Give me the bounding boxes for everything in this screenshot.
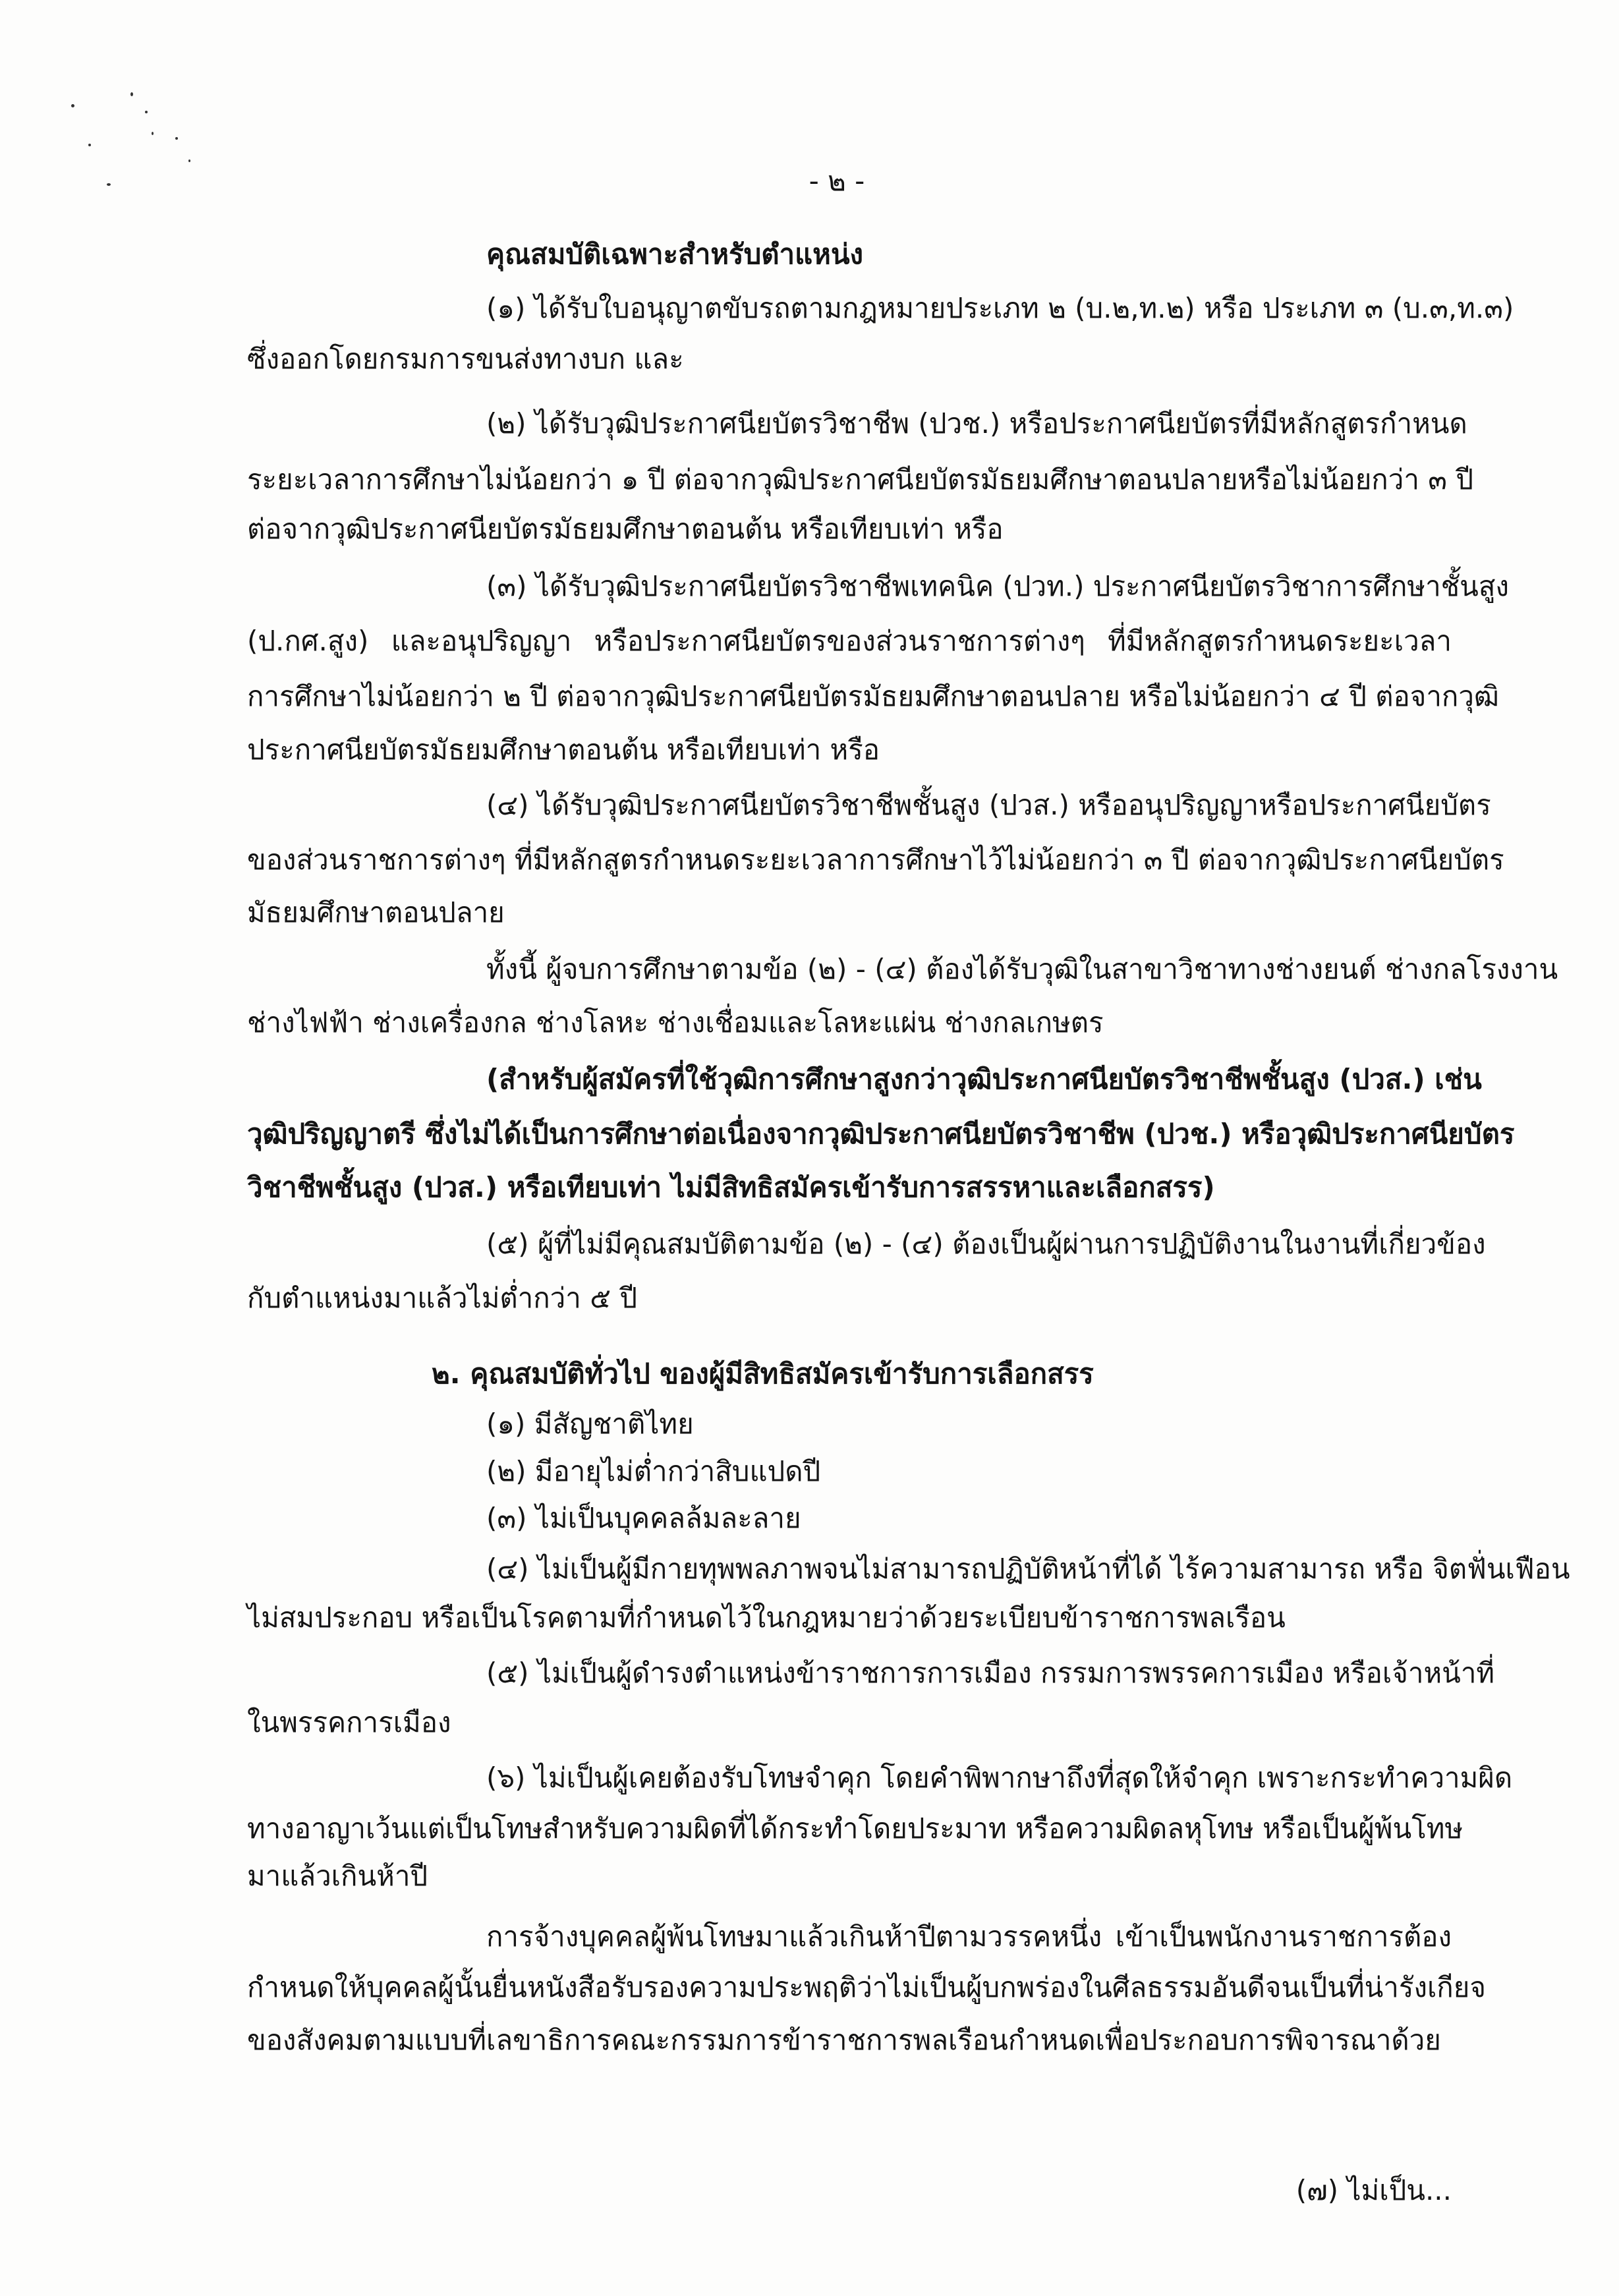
general-item6-line2: ทางอาญาเว้นแต่เป็นโทษสำหรับความผิดที่ได้กระทำโดยประมาท หรือความผิดลหุโทษ หรือเป็นผู้พ้นโทษ [247, 1812, 1463, 1845]
specific-item4-line2: ของส่วนราชการต่างๆ ที่มีหลักสูตรกำหนดระยะเวลาการศึกษาไว้ไม่น้อยกว่า ๓ ปี ต่อจากวุฒิประกาศนียบัตร [247, 844, 1504, 876]
general-item6-line3: มาแล้วเกินห้าปี [247, 1860, 428, 1892]
general-para-line1: การจ้างบุคคลผู้พ้นโทษมาแล้วเกินห้าปีตามวรรคหนึ่ง เข้าเป็นพนักงานราชการต้อง [486, 1920, 1452, 1953]
specific-bold-line1: (สำหรับผู้สมัครที่ใช้วุฒิการศึกษาสูงกว่าวุฒิประกาศนียบัตรวิชาชีพชั้นสูง (ปวส.) เช่น [486, 1063, 1482, 1095]
general-item5-line2: ในพรรคการเมือง [247, 1706, 451, 1738]
specific-item4-line1: (๔) ได้รับวุฒิประกาศนียบัตรวิชาชีพชั้นสูง (ปวส.) หรืออนุปริญญาหรือประกาศนียบัตร [486, 789, 1491, 821]
specific-item3-line2: (ป.กศ.สูง) และอนุปริญญา หรือประกาศนียบัตรของส่วนราชการต่างๆ ที่มีหลักสูตรกำหนดระยะเวลา [247, 625, 1452, 657]
specific-item5-line1: (๕) ผู้ที่ไม่มีคุณสมบัติตามข้อ (๒) - (๔) ต้องเป็นผู้ผ่านการปฏิบัติงานในงานที่เกี่ยวข้อง [486, 1228, 1486, 1260]
general-para-line2: กำหนดให้บุคคลผู้นั้นยื่นหนังสือรับรองความประพฤติว่าไม่เป็นผู้บกพร่องในศีลธรรมอันดีจนเป็นที่น่ารังเกียจ [247, 1971, 1486, 2003]
specific-note-line2: ช่างไฟฟ้า ช่างเครื่องกล ช่างโลหะ ช่างเชื่อมและโลหะแผ่น ช่างกลเกษตร [247, 1006, 1104, 1039]
specific-bold-line2: วุฒิปริญญาตรี ซึ่งไม่ได้เป็นการศึกษาต่อเนื่องจากวุฒิประกาศนียบัตรวิชาชีพ (ปวช.) หรือวุฒิประกาศนียบัตร [247, 1118, 1515, 1150]
specific-item5-line2: กับตำแหน่งมาแล้วไม่ต่ำกว่า ๕ ปี [247, 1282, 637, 1314]
specific-note-line1: ทั้งนี้ ผู้จบการศึกษาตามข้อ (๒) - (๔) ต้องได้รับวุฒิในสาขาวิชาทางช่างยนต์ ช่างกลโรงงาน [486, 953, 1558, 985]
specific-qualifications-heading: คุณสมบัติเฉพาะสำหรับตำแหน่ง [486, 238, 864, 270]
specific-item2-line1: (๒) ได้รับวุฒิประกาศนียบัตรวิชาชีพ (ปวช.) หรือประกาศนียบัตรที่มีหลักสูตรกำหนด [486, 407, 1467, 440]
continuation-marker: (๗) ไม่เป็น... [1295, 2174, 1452, 2206]
scan-specks [59, 79, 231, 211]
specific-item4-line3: มัธยมศึกษาตอนปลาย [247, 896, 505, 929]
specific-item2-line2: ระยะเวลาการศึกษาไม่น้อยกว่า ๑ ปี ต่อจากวุฒิประกาศนียบัตรมัธยมศึกษาตอนปลายหรือไม่น้อยกว่า ๓ ปี [247, 463, 1473, 496]
specific-item2-line3: ต่อจากวุฒิประกาศนียบัตรมัธยมศึกษาตอนต้น หรือเทียบเท่า หรือ [247, 513, 1004, 545]
general-item5-line1: (๕) ไม่เป็นผู้ดำรงตำแหน่งข้าราชการการเมือง กรรมการพรรคการเมือง หรือเจ้าหน้าที่ [486, 1657, 1495, 1689]
specific-bold-line3: วิชาชีพชั้นสูง (ปวส.) หรือเทียบเท่า ไม่มีสิทธิสมัครเข้ารับการสรรหาและเลือกสรร) [247, 1171, 1215, 1203]
page-number: - ๒ - [809, 165, 865, 197]
general-item1: (๑) มีสัญชาติไทย [486, 1408, 694, 1440]
general-item4-line2: ไม่สมประกอบ หรือเป็นโรคตามที่กำหนดไว้ในกฎหมายว่าด้วยระเบียบข้าราชการพลเรือน [247, 1601, 1286, 1634]
specific-item1-line2: ซึ่งออกโดยกรมการขนส่งทางบก และ [247, 343, 684, 375]
general-qualifications-heading: ๒. คุณสมบัติทั่วไป ของผู้มีสิทธิสมัครเข้ารับการเลือกสรร [432, 1358, 1094, 1390]
general-item4-line1: (๔) ไม่เป็นผู้มีกายทุพพลภาพจนไม่สามารถปฏิบัติหน้าที่ได้ ไร้ความสามารถ หรือ จิตฟั่นเฟือน [486, 1553, 1570, 1585]
specific-item3-line1: (๓) ได้รับวุฒิประกาศนียบัตรวิชาชีพเทคนิค (ปวท.) ประกาศนียบัตรวิชาการศึกษาชั้นสูง [486, 570, 1510, 602]
general-item6-line1: (๖) ไม่เป็นผู้เคยต้องรับโทษจำคุก โดยคำพิพากษาถึงที่สุดให้จำคุก เพราะกระทำความผิด [486, 1762, 1513, 1794]
general-para-line3: ของสังคมตามแบบที่เลขาธิการคณะกรรมการข้าราชการพลเรือนกำหนดเพื่อประกอบการพิจารณาด้วย [247, 2024, 1441, 2056]
general-item2: (๒) มีอายุไม่ต่ำกว่าสิบแปดปี [486, 1455, 821, 1487]
specific-item3-line3: การศึกษาไม่น้อยกว่า ๒ ปี ต่อจากวุฒิประกาศนียบัตรมัธยมศึกษาตอนปลาย หรือไม่น้อยกว่า ๔ ปี ต่อจากวุฒิ [247, 680, 1499, 712]
specific-item1-line1: (๑) ได้รับใบอนุญาตขับรถตามกฎหมายประเภท ๒ (บ.๒,ท.๒) หรือ ประเภท ๓ (บ.๓,ท.๓) [486, 292, 1514, 324]
specific-item3-line4: ประกาศนียบัตรมัธยมศึกษาตอนต้น หรือเทียบเท่า หรือ [247, 733, 880, 766]
general-item3: (๓) ไม่เป็นบุคคลล้มละลาย [486, 1502, 801, 1534]
